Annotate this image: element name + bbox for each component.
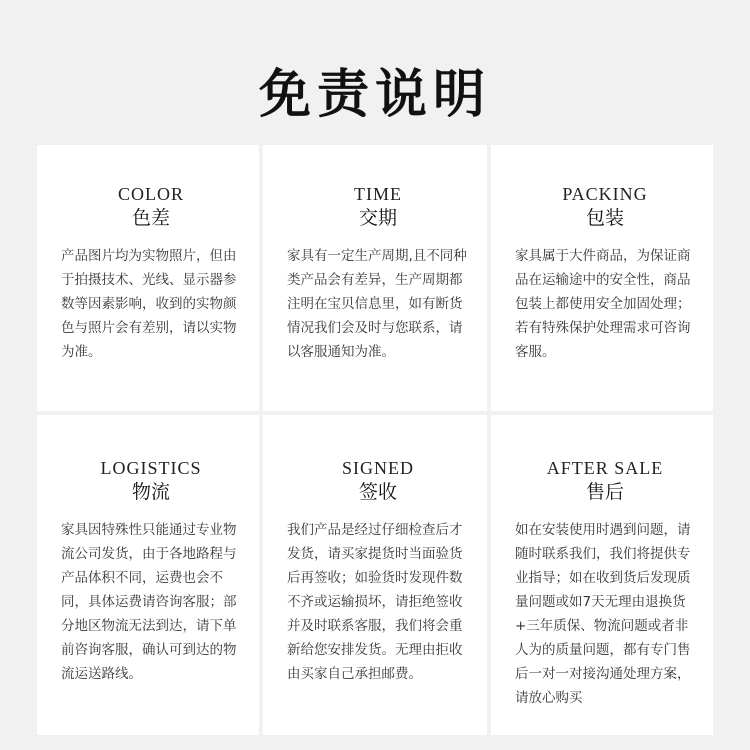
- card-title-cn: 交期: [358, 207, 397, 229]
- card-body: 如在安装使用时遇到问题，请随时联系我们，我们将提供专业指导；如在收到货后发现质量问题或如7天无理由退换货+三年质保、物流问题或者非人为的质量问题，都有专门售后一对一对接沟通处理方案，请放心购买: [515, 522, 691, 706]
- card-title-en: PACKING: [562, 184, 648, 204]
- card-body: 家具属于大件商品，为保证商品在运输途中的安全性，商品包装上都使用安全加固处理；若有特殊保护处理需求可咨询客服。: [515, 248, 691, 360]
- card-title-en: TIME: [354, 184, 402, 204]
- card-body: 我们产品是经过仔细检查后才发货，请买家提货时当面验货后再签收；如验货时发现件数不齐或运输损坏，请拒绝签收并及时联系客服，我们将会重新给您安排发货。无理由拒收由买家自己承担邮费。: [287, 522, 463, 682]
- card-body: 家具有一定生产周期,且不同种类产品会有差异，生产周期都注明在宝贝信息里，如有断货情况我们会及时与您联系，请以客服通知为准。: [287, 248, 467, 360]
- card-body: 产品图片均为实物照片，但由于拍摄技术、光线、显示器参数等因素影响，收到的实物颜色与照片会有差别，请以实物为准。: [61, 248, 237, 360]
- card-logistics: [37, 415, 259, 735]
- card-title-en: LOGISTICS: [100, 458, 202, 478]
- card-title-cn: 售后: [585, 481, 624, 503]
- card-title-cn: 色差: [131, 207, 170, 229]
- card-signed: [263, 415, 487, 735]
- disclaimer-grid: [37, 145, 713, 735]
- card-title-cn: 物流: [131, 481, 170, 503]
- card-title-en: COLOR: [117, 184, 184, 204]
- card-time: [263, 145, 487, 411]
- card-title-cn: 包装: [585, 207, 624, 229]
- card-packing: [491, 145, 713, 411]
- card-body: 家具因特殊性只能通过专业物流公司发货，由于各地路程与产品体积不同，运费也会不同，具体运费请咨询客服；部分地区物流无法到达，请下单前咨询客服，确认可到达的物流运送路线。: [61, 522, 237, 682]
- card-after-sale: [491, 415, 713, 735]
- card-color: [37, 145, 259, 411]
- card-title-en: AFTER SALE: [546, 458, 664, 478]
- card-title-en: SIGNED: [342, 458, 414, 478]
- card-title-cn: 签收: [358, 481, 397, 503]
- page-title: 免责说明: [258, 65, 491, 125]
